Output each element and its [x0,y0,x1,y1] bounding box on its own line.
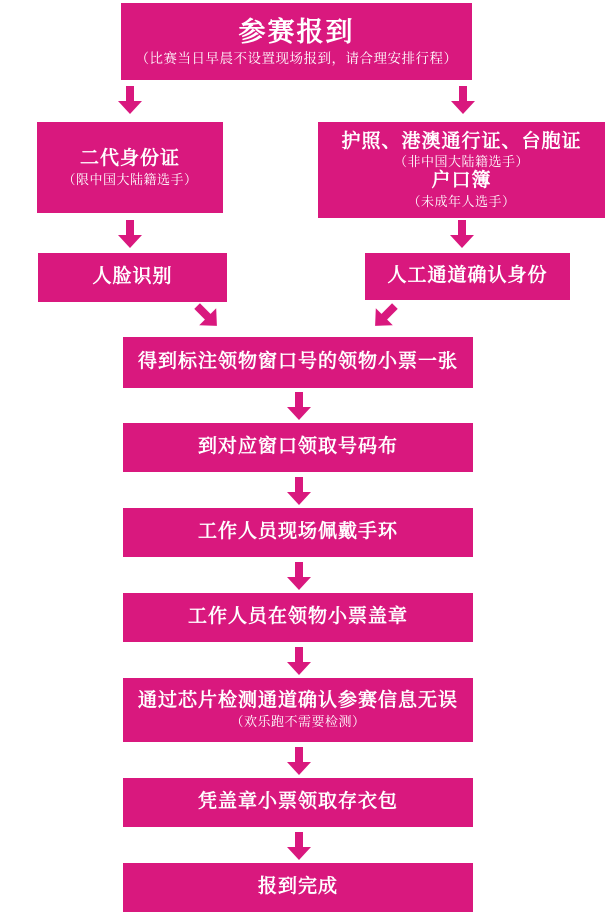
arrow-down-icon [286,477,312,505]
step-title: 工作人员现场佩戴手环 [197,521,398,543]
step-box-face-scan [38,253,227,302]
step-title: 得到标注领物窗口号的领物小票一张 [137,351,458,373]
arrow-down-icon [286,392,312,420]
step-title: 报到完成 [257,876,338,898]
arrow-down-icon [286,747,312,775]
step-title: 护照、港澳通行证、台胞证 [341,130,582,152]
step-title: 通过芯片检测通道确认参赛信息无误 [137,690,458,712]
step-title: 参赛报到 [238,16,355,47]
step-subtitle: （未成年人选手） [407,193,516,209]
step-box-bib [123,423,473,472]
step-box-ticket [123,337,473,388]
step-box-id-mainland [37,122,223,213]
arrow-down-left-icon [366,297,404,335]
step-box-stamp [123,593,473,642]
arrow-down-icon [117,220,143,248]
step-subtitle: （欢乐跑不需要检测） [230,714,366,730]
step-subtitle: （比赛当日早晨不设置现场报到，请合理安排行程） [135,51,458,67]
step-title: 工作人员在领物小票盖章 [187,606,408,628]
step-title: 凭盖章小票领取存衣包 [197,791,398,813]
step-box-start [121,3,472,80]
step-box-manual-check [365,253,570,300]
step-box-bag [123,778,473,827]
step-title: 户口簿 [431,170,492,191]
step-box-done [123,863,473,912]
step-subtitle: （非中国大陆籍选手） [393,154,529,170]
step-title: 人脸识别 [92,266,173,288]
step-title: 二代身份证 [79,147,180,169]
arrow-down-icon [286,647,312,675]
step-title: 到对应窗口领取号码布 [197,436,398,458]
step-box-wristband [123,508,473,557]
step-box-chip-check [123,678,473,742]
step-subtitle: （限中国大陆籍选手） [62,171,198,187]
arrow-down-right-icon [188,297,226,335]
arrow-down-icon [117,86,143,114]
step-box-id-other [318,122,605,218]
arrow-down-icon [286,832,312,860]
arrow-down-icon [450,86,476,114]
arrow-down-icon [286,562,312,590]
arrow-down-icon [449,220,475,248]
step-title: 人工通道确认身份 [387,265,548,287]
